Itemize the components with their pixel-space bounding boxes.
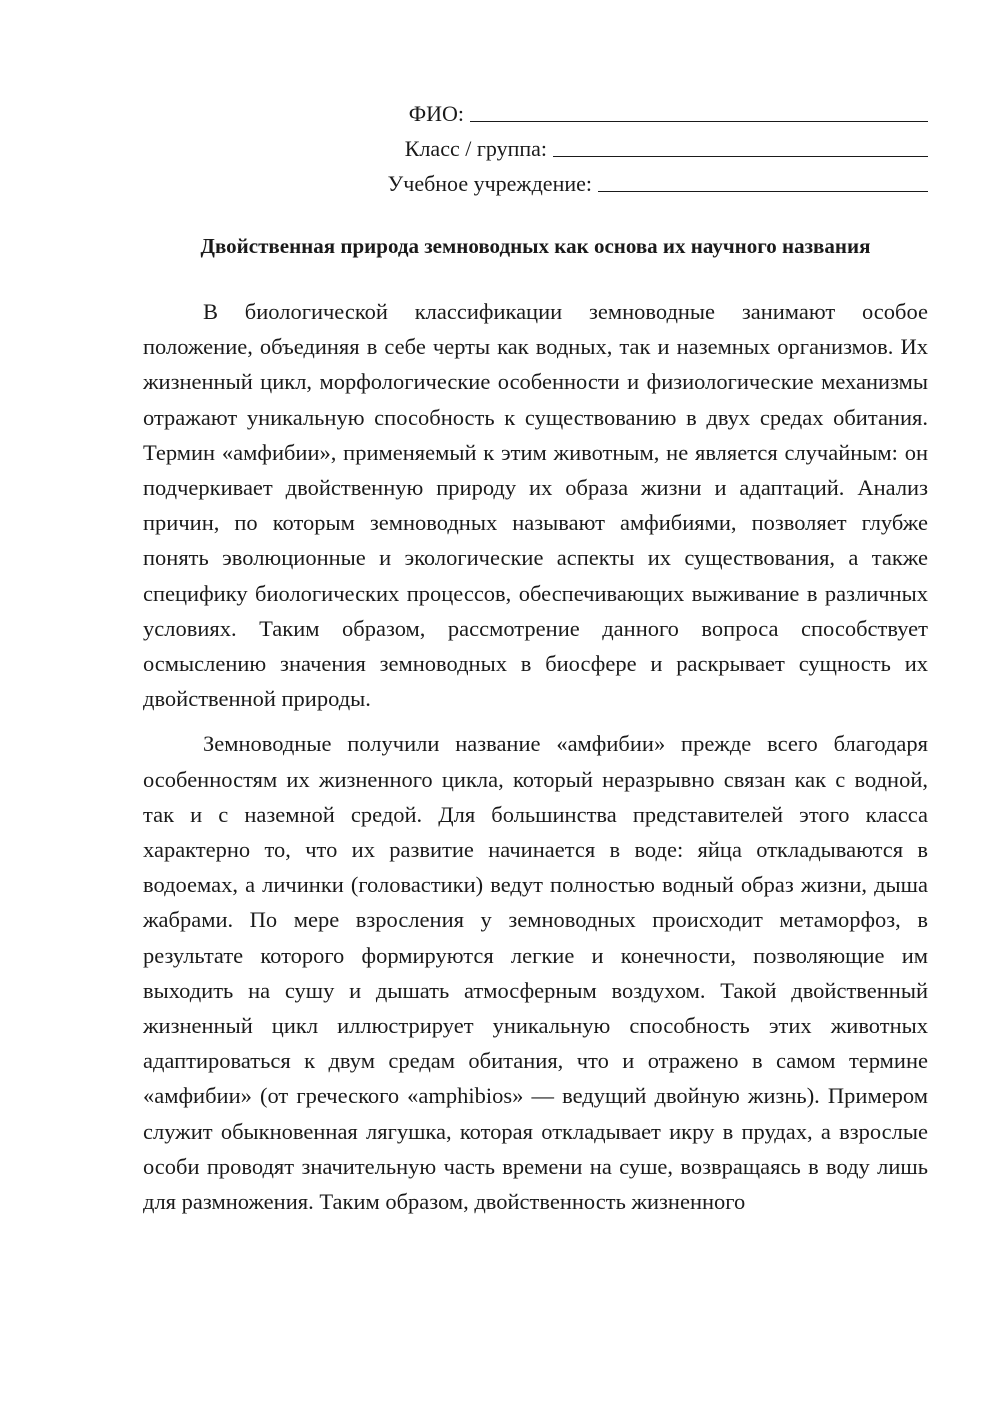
paragraph: Земноводные получили название «амфибии» прежде всего благодаря особенностям их жизненного цикла, который неразрывно связан как с водной, так и с наземной средой. Для большинства представителей этого класса характерно то, что их развитие начинается в воде: яйца откладываются в водоемах, а личинки (головастики) ведут полностью водный образ жизни, дыша жабрами. По мере взросления у земноводных происходит метаморфоз, в результате которого формируются легкие и конечности, позволяющие им выходить на сушу и дышать атмосферным воздухом. Такой двойственный жизненный цикл иллюстрирует уникальную способность этих животных адаптироваться к двум средам обитания, что и отражено в самом термине «амфибии» (от греческого «amphibios» — ведущий двойную жизнь). Примером служит обыкновенная лягушка, которая откладывает икру в прудах, а взрослые особи проводят значительную часть времени на суше, возвращаясь в воду лишь для размножения. Таким образом, двойственность жизненного [143,731,928,1215]
class-field-row [328,127,928,162]
fio-field-row [328,92,928,127]
document-title: Двойственная природа земноводных как основа их научного названия [200,234,871,258]
paragraph: В биологической классификации земноводные занимают особое положение, объединяя в себе черты как водных, так и наземных организмов. Их жизненный цикл, морфологические особенности и физиологические механизмы отражают уникальную способность к существованию в двух средах обитания. Термин «амфибии», применяемый к этим животным, не является случайным: он подчеркивает двойственную природу их образа жизни и адаптаций. Анализ причин, по которым земноводных называют амфибиями, позволяет глубже понять эволюционные и экологические аспекты их существования, а также специфику биологических процессов, обеспечивающих выживание в различных условиях. Таким образом, рассмотрение данного вопроса способствует осмыслению значения земноводных в биосфере и раскрывает сущность их двойственной природы. [143,299,928,712]
document-body [143,294,928,1229]
fio-label: ФИО: [408,101,464,126]
school-field-row [328,162,928,197]
fio-blank-line [470,99,928,122]
school-blank-line [598,169,928,192]
school-label: Учебное учреждение: [387,171,592,196]
class-blank-line [553,134,928,157]
class-label: Класс / группа: [404,136,547,161]
student-info-fields [328,92,928,197]
